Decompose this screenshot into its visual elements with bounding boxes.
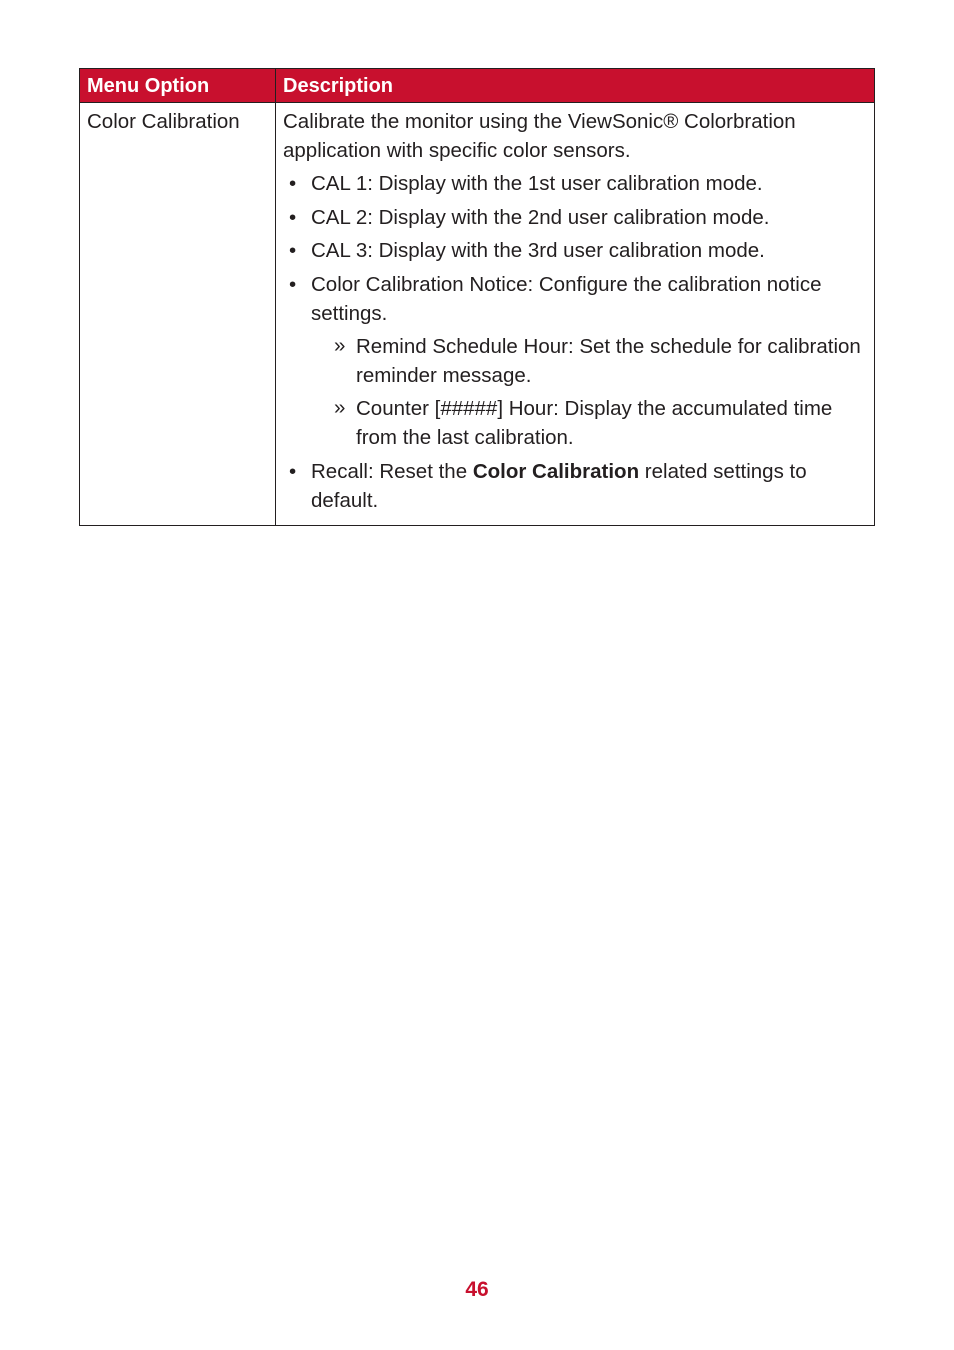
sub-bullet-list [311,332,867,453]
table-header-row [80,69,875,103]
sub-list-item-text: Counter [#####] Hour: Display the accumulated time from the last calibration. [356,397,833,449]
recall-suffix: related settings to default. [311,459,807,512]
sub-list-item-text: Remind Schedule Hour: Set the schedule for calibration reminder message. [356,334,861,387]
sub-bullet-mark: » [334,396,346,419]
recall-bold-term: Color Calibration [472,459,640,483]
bullet-list [283,169,867,515]
description-intro: Calibrate the monitor using the ViewSonic® Colorbration application with specific color sensors. [283,110,796,162]
list-item [283,457,867,515]
sub-list-item [311,332,867,390]
bullet-mark: • [289,172,297,195]
bullet-mark: • [289,205,297,229]
list-item [283,270,867,453]
bullet-mark: • [289,459,297,483]
list-item-text: CAL 1: Display with the 1st user calibration mode. [311,172,763,195]
list-item [283,236,867,265]
sub-list-item [311,394,867,452]
page-number: 46 [465,1278,489,1301]
header-menu-option: Menu Option [80,69,276,103]
table-row [80,103,875,526]
menu-option-cell: Color Calibration [80,103,276,526]
sub-bullet-mark: » [334,333,346,357]
menu-option-table [79,68,875,526]
header-description: Description [276,69,875,103]
list-item-text: CAL 3: Display with the 3rd user calibration mode. [311,239,765,262]
recall-prefix: Recall: Reset the [311,459,473,483]
bullet-mark: • [289,239,297,262]
list-item [283,203,867,232]
bullet-mark: • [289,272,297,296]
list-item [283,169,867,198]
description-cell [276,103,875,526]
list-item-text: Color Calibration Notice: Configure the calibration notice settings. [311,272,822,325]
list-item-text: CAL 2: Display with the 2nd user calibration mode. [311,205,770,229]
